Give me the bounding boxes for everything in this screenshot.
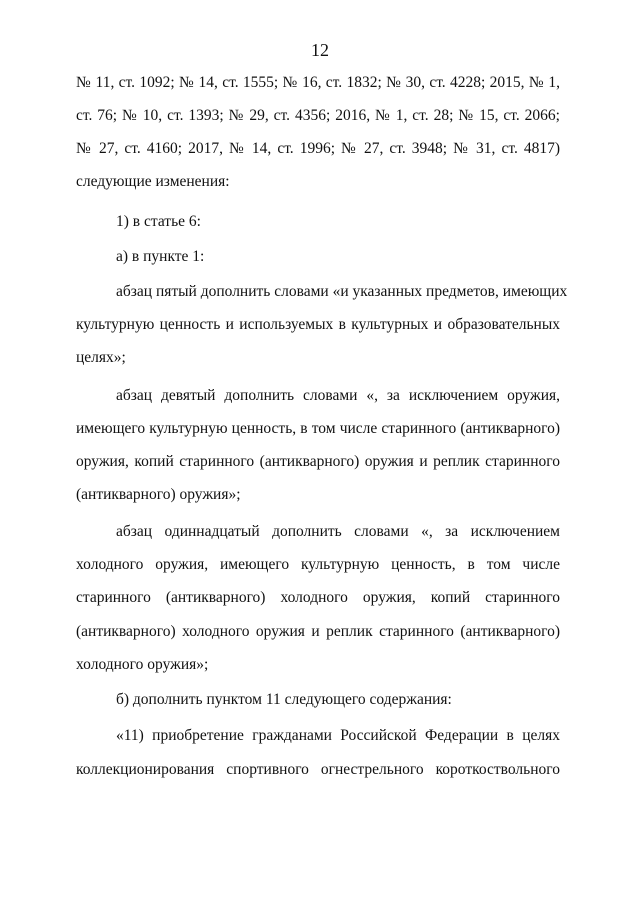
text-line: «11) приобретение гражданами Российской Федерации в целях xyxy=(116,727,560,744)
text-line: следующие изменения: xyxy=(76,173,230,190)
text-line: б) дополнить пунктом 11 следующего содержания: xyxy=(116,691,452,708)
text-line: абзац девятый дополнить словами «, за исключением оружия, xyxy=(116,387,560,404)
text-line: № 27, ст. 4160; 2017, № 14, ст. 1996; № 27, ст. 3948; № 31, ст. 4817) xyxy=(76,140,560,157)
text-line: (антикварного) оружия»; xyxy=(76,486,241,503)
text-line: культурную ценность и используемых в культурных и образовательных xyxy=(76,316,560,333)
text-line: холодного оружия»; xyxy=(76,656,209,673)
text-line: абзац одиннадцатый дополнить словами «, за исключением xyxy=(116,523,560,540)
text-line: (антикварного) холодного оружия и реплик старинного (антикварного) xyxy=(76,623,560,640)
text-line: имеющего культурную ценность, в том числе старинного (антикварного) xyxy=(76,420,560,437)
page-number: 12 xyxy=(311,40,329,60)
text-line: старинного (антикварного) холодного оружия, копий старинного xyxy=(76,589,560,606)
text-line: № 11, ст. 1092; № 14, ст. 1555; № 16, ст. 1832; № 30, ст. 4228; 2015, № 1, xyxy=(76,74,560,91)
text-line: оружия, копий старинного (антикварного) оружия и реплик старинного xyxy=(76,453,560,470)
text-line: а) в пункте 1: xyxy=(116,248,205,265)
text-line: 1) в статье 6: xyxy=(116,213,201,230)
text-line: абзац пятый дополнить словами «и указанных предметов, имеющих xyxy=(116,283,568,300)
text-line: холодного оружия, имеющего культурную ценность, в том числе xyxy=(76,556,560,573)
text-line: коллекционирования спортивного огнестрельного короткоствольного xyxy=(76,761,560,778)
text-line: целях»; xyxy=(76,349,126,366)
text-line: ст. 76; № 10, ст. 1393; № 29, ст. 4356; 2016, № 1, ст. 28; № 15, ст. 2066; xyxy=(76,107,560,124)
